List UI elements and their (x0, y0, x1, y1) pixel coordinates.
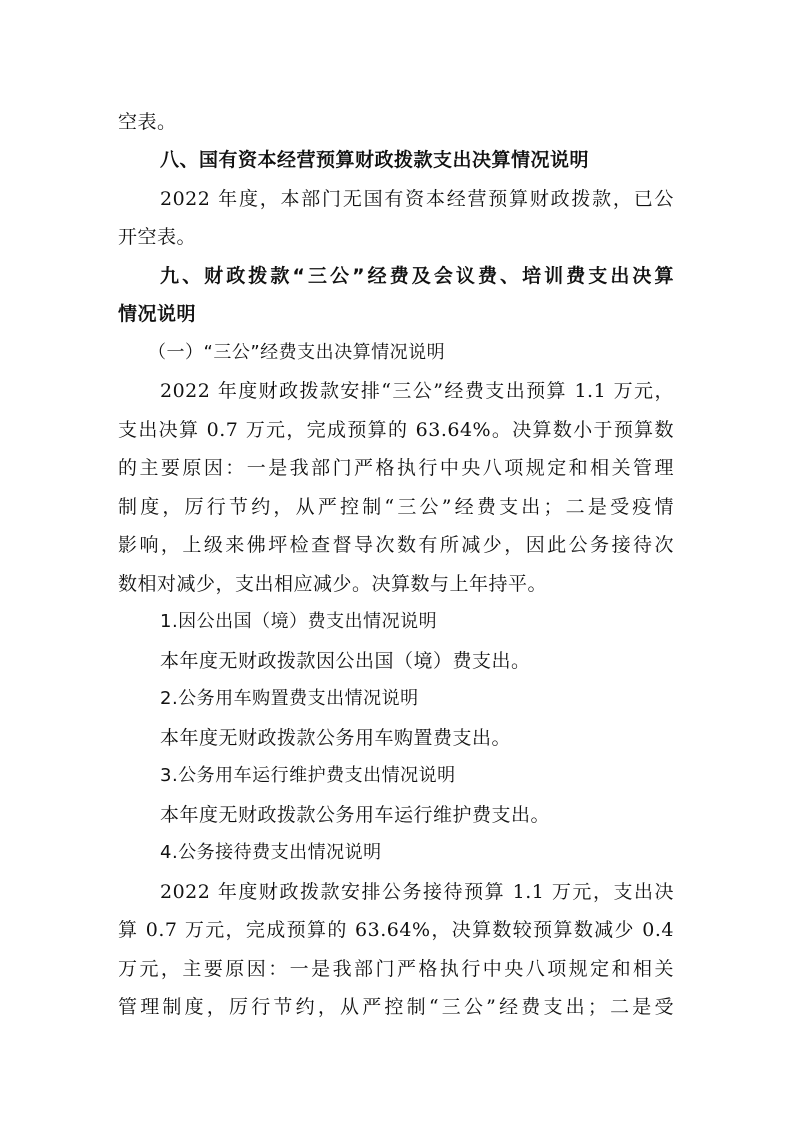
paragraph-line: 管理制度，厉行节约，从严控制“三公”经费支出；二是受 (118, 996, 674, 1018)
paragraph-line: 开空表。 (118, 226, 197, 248)
paragraph-line: 2022 年度财政拨款安排“三公”经费支出预算 1.1 万元， (160, 380, 674, 402)
paragraph-line: 的主要原因：一是我部门严格执行中央八项规定和相关管理 (118, 457, 674, 479)
section-heading-9-cont: 情况说明 (118, 303, 197, 325)
paragraph-line: 2022 年度财政拨款安排公务接待预算 1.1 万元，支出决 (160, 881, 674, 903)
paragraph-line: 影响，上级来佛坪检查督导次数有所减少，因此公务接待次 (118, 534, 674, 556)
item-heading-2: 2.公务用车购置费支出情况说明 (160, 688, 419, 709)
paragraph-line: 本年度无财政拨款因公出国（境）费支出。 (160, 650, 531, 672)
section-heading-8: 八、国有资本经营预算财政拨款支出决算情况说明 (160, 149, 590, 171)
paragraph-line: 制度，厉行节约，从严控制“三公”经费支出；二是受疫情 (118, 496, 674, 518)
paragraph-line: 本年度无财政拨款公务用车运行维护费支出。 (160, 804, 551, 826)
item-heading-4: 4.公务接待费支出情况说明 (160, 842, 382, 863)
paragraph-line: 支出决算 0.7 万元，完成预算的 63.64%。决算数小于预算数 (118, 419, 674, 441)
paragraph-line: 空表。 (118, 111, 177, 133)
subsection-heading-1: （一）“三公”经费支出决算情况说明 (148, 342, 446, 363)
item-heading-1: 1.因公出国（境）费支出情况说明 (160, 611, 438, 632)
paragraph-line: 2022 年度，本部门无国有资本经营预算财政拨款，已公 (160, 188, 674, 210)
item-heading-3: 3.公务用车运行维护费支出情况说明 (160, 765, 456, 786)
paragraph-line: 数相对减少，支出相应减少。决算数与上年持平。 (118, 573, 548, 595)
section-heading-9: 九、财政拨款“三公”经费及会议费、培训费支出决算 (160, 265, 674, 287)
paragraph-line: 本年度无财政拨款公务用车购置费支出。 (160, 727, 512, 749)
paragraph-line: 算 0.7 万元，完成预算的 63.64%，决算数较预算数减少 0.4 (118, 919, 674, 941)
paragraph-line: 万元，主要原因：一是我部门严格执行中央八项规定和相关 (118, 958, 674, 980)
